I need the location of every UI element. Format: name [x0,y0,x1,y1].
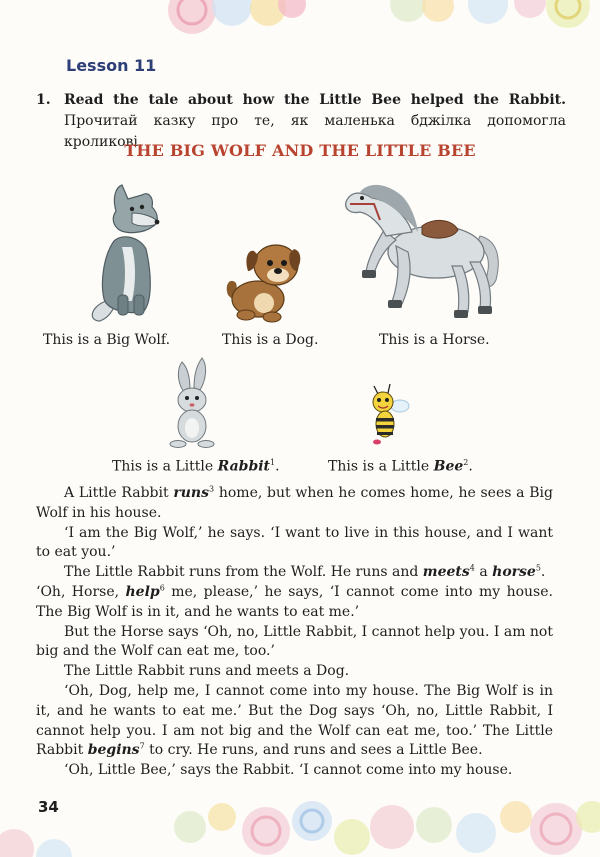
story-paragraph [36,484,553,524]
footnote-marker: 4 [469,563,475,573]
story-paragraph: ‘I am the Big Wolf,’ he says. ‘I want to live in this house, and I want to eat you.’ [36,524,553,561]
decorative-top-border [0,0,600,44]
footnote-marker: 6 [159,583,165,593]
story-text-span: ‘Oh, Horse, [36,583,120,600]
story-text [36,484,553,781]
caption-bee-word: Bee [433,458,464,475]
story-title: THE BIG WOLF AND THE LITTLE BEE [124,141,476,160]
story-text-span: The Little Rabbit runs from the Wolf. He runs and [64,564,419,581]
story-text-span: home, but when he comes home, he sees a Big Wolf in his house. [36,485,553,521]
story-text-span: ‘Oh, Dog, help me, I cannot come into my house. The Big Wolf is in it, and he wants to eat me.’ But the Dog says ‘Oh, no, Little Rabbit, I cannot help you. I am not big and the Wolf can eat me, too.’ The Little Rabbit [36,682,553,759]
story-vocab-word: horse [492,564,536,581]
caption-rabbit-footnote: 1 [270,458,276,467]
story-vocab-word: runs [173,485,209,501]
task-instruction-ukrainian: Прочитай казку про те, як маленька бджілка допомогла кроликові. [64,113,566,150]
caption-horse: This is a Horse. [379,332,490,348]
story-paragraph: The Little Rabbit runs and meets a Dog. [64,663,350,680]
caption-rabbit-word: Rabbit [217,458,271,475]
rabbit-illustration [164,356,220,448]
story-paragraph [36,583,553,623]
caption-dog: This is a Dog. [222,332,319,348]
footnote-marker: 5 [535,563,541,573]
story-text-span: a [479,564,488,581]
caption-bee-text: This is a Little [328,458,430,475]
story-vocab-word: meets [422,564,470,581]
story-text-span: A Little Rabbit [64,485,169,501]
story-text-span: to cry. He runs, and runs and sees a Little Bee. [149,742,483,759]
wolf-illustration [86,183,164,325]
story-paragraph: But the Horse says ‘Oh, no, Little Rabbit, I cannot help you. I am not big and the Wolf can eat me, too.’ [36,623,553,660]
caption-wolf: This is a Big Wolf. [43,332,171,348]
caption-rabbit: This is a Little Rabbit$^1$. [112,458,280,475]
task-instruction-english: Read the tale about how the Little Bee helped the Rabbit. [64,92,566,108]
story-paragraph [36,682,553,761]
dog-illustration [224,237,302,323]
caption-bee: This is a Little Bee$^2$. [328,458,473,475]
lesson-heading: Lesson 11 [66,56,157,75]
footnote-marker: 7 [139,741,145,751]
page-number: 34 [38,798,59,816]
task-number: 1. [36,92,51,108]
story-vocab-word: help [125,583,160,600]
story-vocab-word: begins [87,742,140,759]
caption-rabbit-text: This is a Little [112,458,214,475]
horse-illustration [340,174,504,326]
story-text-span: me, please,’ he says, ‘I cannot come into my house. The Big Wolf is in it, and he wants to eat me.’ [36,583,553,620]
footnote-marker: 3 [209,484,215,494]
bee-illustration [364,382,412,446]
story-paragraph: The Little Rabbit runs from the Wolf. He runs and meets$^4$ a horse$^5$. [64,563,546,581]
caption-bee-footnote: 2 [463,458,469,467]
decorative-bottom-border [0,787,600,857]
story-paragraph: ‘Oh, Little Bee,’ says the Rabbit. ‘I cannot come into my house. [64,762,513,779]
